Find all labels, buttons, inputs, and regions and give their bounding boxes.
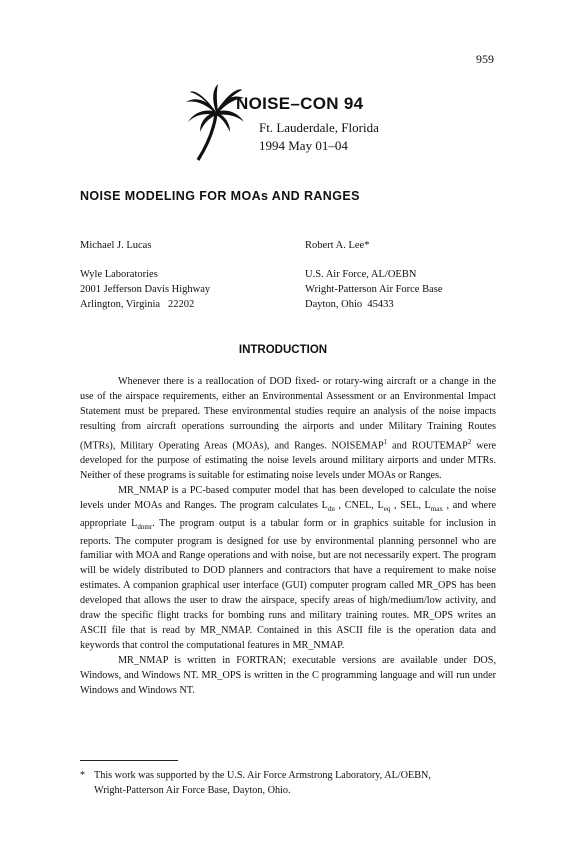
- text-run: , and where appropriate L: [80, 499, 496, 529]
- footnote: [80, 768, 496, 798]
- affiliation-line: Wright-Patterson Air Force Base: [305, 284, 443, 295]
- text-run: and ROUTEMAP: [387, 440, 468, 452]
- paragraph: [80, 375, 496, 484]
- text-run: , SEL, L: [390, 499, 431, 511]
- affiliation-line: Arlington, Virginia 22202: [80, 299, 195, 310]
- paragraph: MR_NMAP is written in FORTRAN; executable versions are available under DOS, Windows, and Windows NT. MR_OPS is written in the C programming language and will run under Windows and Windows NT.: [80, 654, 496, 696]
- conference-date: 1994 May 01–04: [259, 138, 348, 153]
- subscript: eq: [383, 504, 391, 513]
- text-run: Whenever there is a reallocation of DOD fixed- or rotary-wing aircraft or a change in the use of the airspace requirements, either an Environmental Assessment or an Environmental Impact Statement must be prepared. These environmental studies require an analysis of the noise impacts resulting from aircraft operations surrounding the airports and under Military Training Routes (MTRs), Military Operating Areas (MOAs), and Ranges. NOISEMAP: [80, 376, 496, 452]
- page-number: 959: [476, 52, 494, 66]
- footnote-rule: [80, 760, 178, 761]
- reference-superscript: 2: [467, 437, 472, 446]
- footnote-line: Wright-Patterson Air Force Base, Dayton, Ohio.: [94, 785, 291, 796]
- affiliation-line: Dayton, Ohio 45433: [305, 299, 394, 310]
- conference-title: NOISE–CON 94: [236, 94, 364, 113]
- subscript: dnmr: [137, 522, 153, 531]
- affiliation-line: 2001 Jefferson Davis Highway: [80, 284, 211, 295]
- reference-superscript: 1: [383, 437, 388, 446]
- text-run: . The program output is a tabular form or in graphics suitable for inclusion in reports. The computer program is designed for use by environmental planning personnel who are familiar with MOA and Range operations and with noise, but are not necessarily expert. The program will be widely distributed to DOD planners and contractors that have a requirement to make noise estimates. A companion graphical user interface (GUI) computer program called MR_OPS has been developed that allows the user to draw the airspace, specify areas of high/medium/low activity, and draw the specific flight tracks for bombing runs and military training routes. MR_OPS writes an ASCII file that is read by MR_NMAP. Contained in this ASCII file is the operation data and keywords that control the computational features in MR_NMAP.: [80, 517, 497, 651]
- affiliation-line: Wyle Laboratories: [80, 269, 158, 280]
- text-run: , CNEL, L: [334, 499, 384, 511]
- text-run: were developed for the purpose of estimating the noise levels around military airports and under MTRs. Neither of these programs is suitable for estimating noise levels under MOAs or Ranges.: [80, 440, 496, 481]
- subscript: max: [430, 504, 443, 513]
- section-heading: [0, 344, 576, 356]
- author-name: Robert A. Lee*: [305, 240, 370, 251]
- author-affiliation: [305, 267, 443, 312]
- author-name: Michael J. Lucas: [80, 240, 152, 251]
- text-run: MR_NMAP is a PC-based computer model that has been developed to calculate the noise levels under MOAs and Ranges. The program calculates L: [80, 484, 496, 511]
- body-text: [80, 375, 496, 698]
- section-heading-text: INTRODUCTION: [238, 344, 328, 356]
- author-affiliation: [80, 267, 210, 312]
- footnote-mark: *: [80, 770, 86, 781]
- conference-location: Ft. Lauderdale, Florida: [259, 120, 379, 135]
- subscript: dn: [327, 504, 335, 513]
- footnote-line: This work was supported by the U.S. Air Force Armstrong Laboratory, AL/OEBN,: [94, 770, 431, 781]
- affiliation-line: U.S. Air Force, AL/OEBN: [305, 269, 417, 280]
- paragraph: [80, 484, 496, 654]
- paper-title: NOISE MODELING FOR MOAs AND RANGES: [80, 189, 360, 203]
